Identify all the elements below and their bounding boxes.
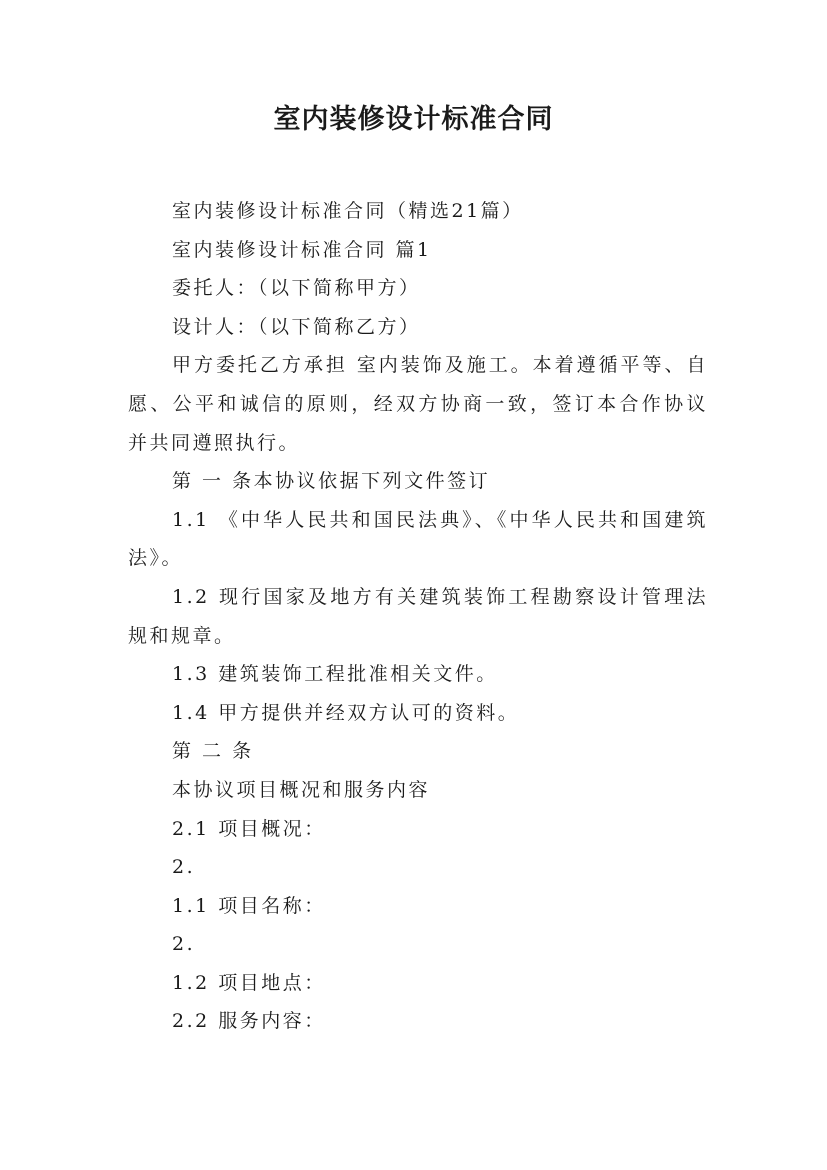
paragraph-clause-1-3: 1.3 建筑装饰工程批准相关文件。 <box>172 663 498 686</box>
paragraph-clause-1-1: 1.1 《中华人民共和国民法典》、《中华人民共和国建筑法》。 <box>128 508 708 570</box>
paragraph-clause-2-1: 2.1 项目概况： <box>172 817 326 840</box>
paragraph-article-1: 第 一 条本协议依据下列文件签订 <box>172 470 491 493</box>
paragraph-clause-1-2: 1.2 现行国家及地方有关建筑装饰工程勘察设计管理法规和规章。 <box>128 585 708 647</box>
paragraph-clause-1-4: 1.4 甲方提供并经双方认可的资料。 <box>172 701 520 724</box>
paragraph-clause-2-a: 2. <box>172 856 196 879</box>
document-body <box>128 192 708 1041</box>
paragraph-clause-2-b: 2. <box>172 933 196 956</box>
paragraph-section-heading: 室内装修设计标准合同 篇1 <box>172 238 432 261</box>
paragraph-article-2-title: 本协议项目概况和服务内容 <box>172 778 431 801</box>
paragraph-article-2: 第 二 条 <box>172 740 254 763</box>
paragraph-clause-1-2-location: 1.2 项目地点： <box>172 971 326 994</box>
paragraph-client: 委托人：（以下简称甲方） <box>172 277 421 300</box>
document-title: 室内装修设计标准合同 <box>273 104 554 135</box>
paragraph-clause-1-1-name: 1.1 项目名称： <box>172 894 326 917</box>
paragraph-clause-2-2: 2.2 服务内容： <box>172 1010 326 1033</box>
paragraph-designer: 设计人：（以下简称乙方） <box>172 315 421 338</box>
paragraph-intro: 甲方委托乙方承担 室内装饰及施工。本着遵循平等、自愿、公平和诚信的原则，经双方协商一致，签订本合作协议并共同遵照执行。 <box>128 354 708 454</box>
paragraph-subtitle: 室内装修设计标准合同（精选21篇） <box>172 200 524 222</box>
